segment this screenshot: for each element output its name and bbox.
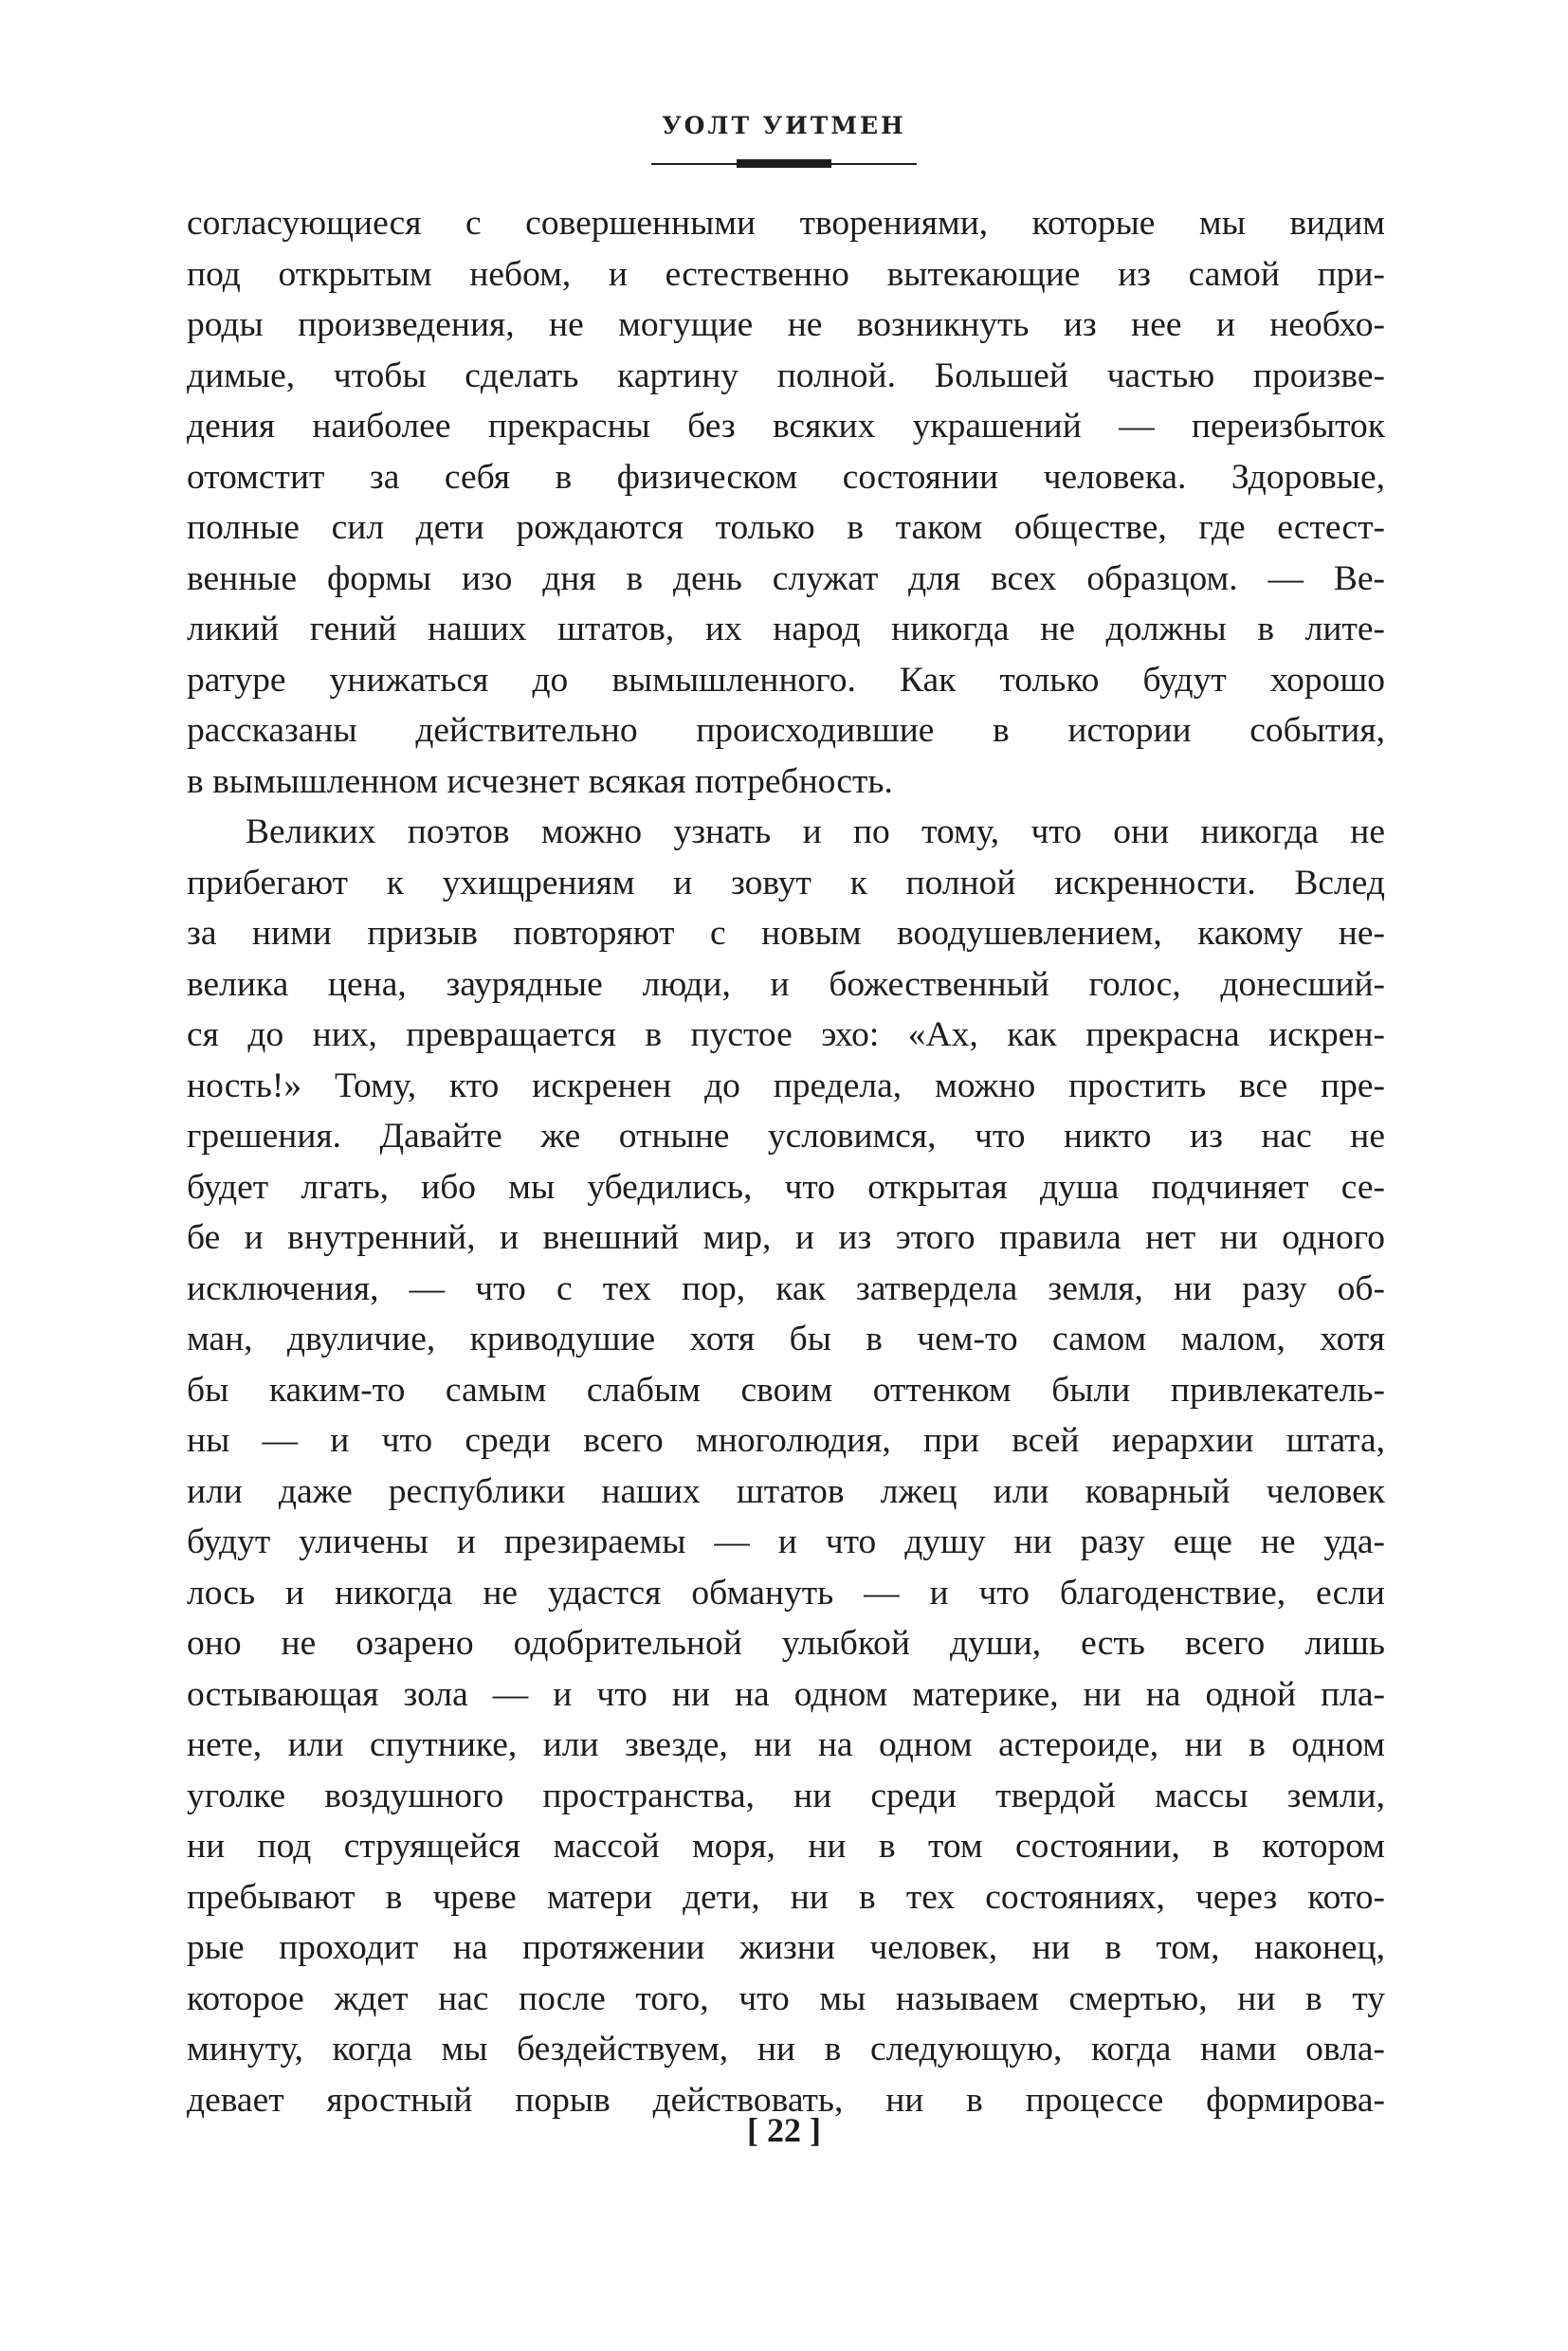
text-line: ны — и что среди всего многолюдия, при всей иерархии штата, (187, 1421, 1385, 1460)
text-line: ратуре унижаться до вымышленного. Как только будут хорошо (187, 660, 1385, 700)
text-line: согласующиеся с совершенными творениями, которые мы видим (187, 204, 1385, 243)
text-line: рассказаны действительно происходившие в истории события, (187, 711, 1385, 750)
text-line: отомстит за себя в физическом состоянии человека. Здоровые, (187, 457, 1385, 497)
text-line: ман, двуличие, криводушие хотя бы в чем-то самом малом, хотя (187, 1320, 1385, 1358)
text-line: лось и никогда не удастся обмануть — и что благоденствие, если (187, 1573, 1385, 1613)
text-line: дения наиболее прекрасны без всяких украшений — переизбыток (187, 407, 1385, 446)
text-line: ни под струящейся массой моря, ни в том состоянии, в котором (187, 1827, 1385, 1866)
text-line: пребывают в чреве матери дети, ни в тех состояниях, через кото- (187, 1877, 1385, 1917)
text-line: бе и внутренний, и внешний мир, и из этого правила нет ни одного (187, 1218, 1385, 1257)
text-line: за ними призыв повторяют с новым воодушевлением, какому не- (187, 914, 1385, 953)
text-line: будут уличены и презираемы — и что душу ни разу еще не уда- (187, 1522, 1385, 1561)
page-number: [ 22 ] (747, 2111, 821, 2149)
text-line: грешения. Давайте же отныне условимся, что никто из нас не (187, 1117, 1385, 1156)
running-head-rule-ornament (737, 159, 831, 168)
text-line: ся до них, превращается в пустое эхо: «Ах, как прекрасна искрен- (187, 1015, 1385, 1054)
text-line: рые проходит на протяжении жизни человек, ни в том, наконец, (187, 1928, 1385, 1967)
text-line: которое ждет нас после того, что мы называем смертью, ни в ту (187, 1978, 1385, 2018)
text-line: в вымышленном исчезнет всякая потребность. (187, 761, 893, 801)
text-line: роды произведения, не могущие не возникнуть из нее и необхо- (187, 305, 1385, 344)
text-line: минуту, когда мы бездействуем, ни в следующую, когда нами овла- (187, 2030, 1385, 2069)
running-head: УОЛТ УИТМЕН (662, 112, 906, 139)
text-line: уголке воздушного пространства, ни среди твердой массы земли, (187, 1776, 1385, 1815)
text-line: ность!» Тому, кто искренен до предела, можно простить все пре- (187, 1066, 1385, 1105)
text-line: велика цена, заурядные люди, и божественный голос, донесший- (187, 964, 1385, 1004)
text-line: будет лгать, ибо мы убедились, что открытая душа подчиняет се- (187, 1167, 1385, 1207)
text-line: полные сил дети рождаются только в таком обществе, где естест- (187, 508, 1385, 547)
text-line: димые, чтобы сделать картину полной. Большей частью произве- (187, 355, 1385, 395)
text-line: исключения, — что с тех пор, как затвердела земля, ни разу об- (187, 1268, 1385, 1308)
text-line: Великих поэтов можно узнать и по тому, что они никогда не (246, 812, 1385, 851)
text-line: или даже республики наших штатов лжец или коварный человек (187, 1471, 1385, 1511)
text-line: остывающая зола — и что ни на одном материке, ни на одной пла- (187, 1674, 1385, 1714)
paragraph (187, 198, 1385, 807)
text-line: бы каким-то самым слабым своим оттенком были привлекатель- (187, 1370, 1385, 1410)
text-line: девает яростный порыв действовать, ни в процессе формирова- (187, 2080, 1385, 2120)
body-text (187, 198, 1385, 2125)
text-line: под открытым небом, и естественно вытекающие из самой при- (187, 254, 1385, 294)
text-line: венные формы изо дня в день служат для всех образцом. — Ве- (187, 558, 1385, 598)
text-line: нете, или спутнике, или звезде, ни на одном астероиде, ни в одном (187, 1725, 1385, 1764)
paragraph (187, 807, 1385, 2125)
text-line: ликий гений наших штатов, их народ никогда не должны в лите- (187, 610, 1385, 648)
text-line: прибегают к ухищрениям и зовут к полной искренности. Вслед (187, 863, 1385, 902)
text-line: оно не озарено одобрительной улыбкой души, есть всего лишь (187, 1624, 1385, 1663)
